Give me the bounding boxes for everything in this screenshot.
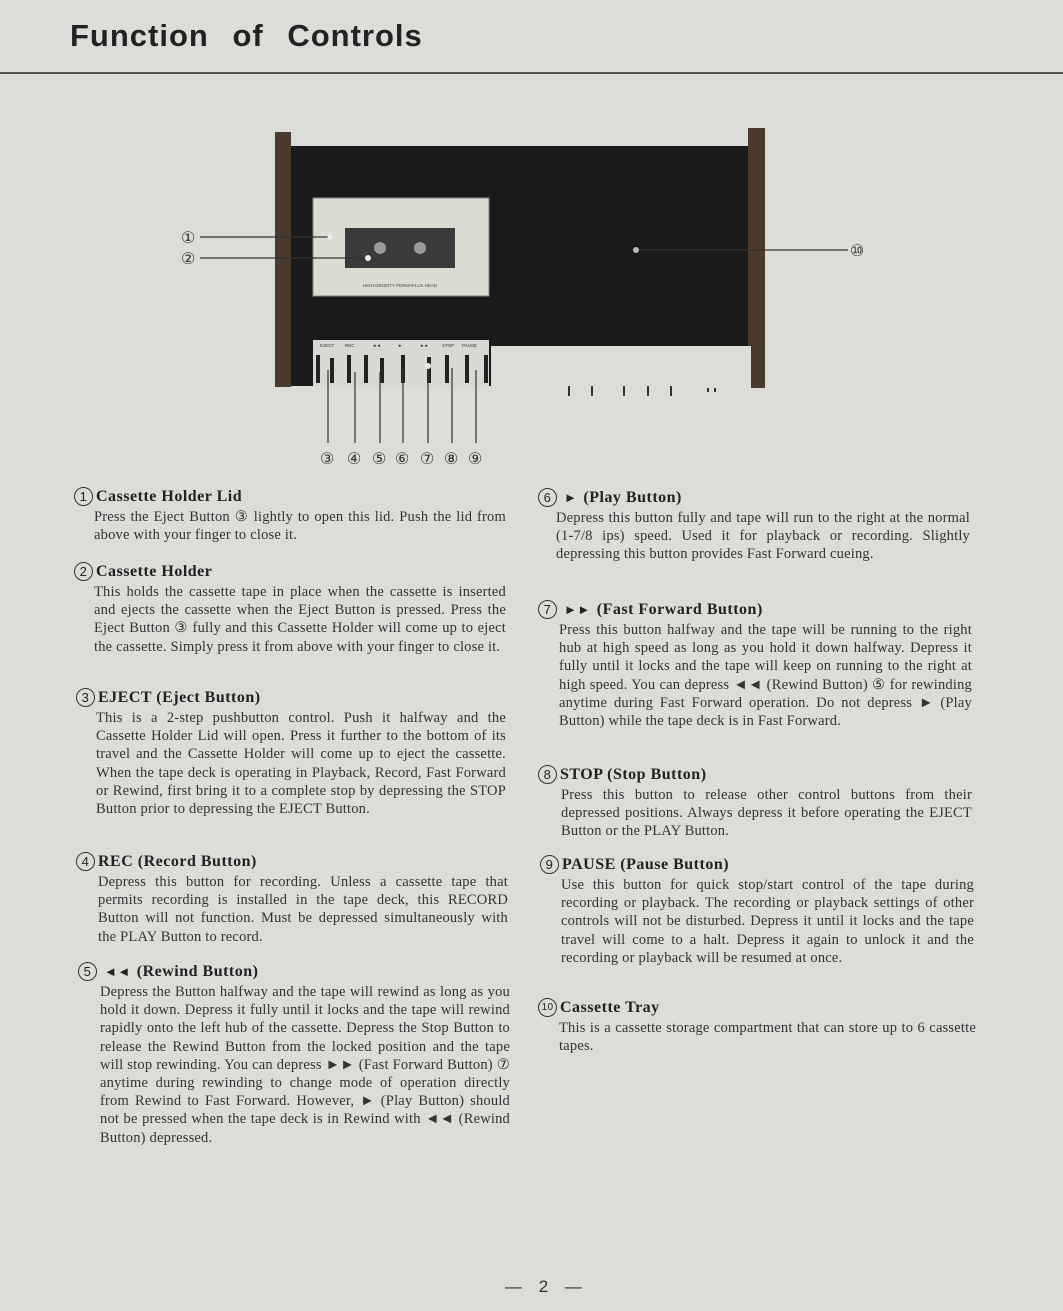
rec-button: [330, 358, 334, 383]
item-body: This holds the cassette tape in place when the cassette is inserted and ejects the cassette when the Eject Button is pressed. Press the Eject Button ③ fully and this Cassette Holder will come up to eject the cassette. Simply press it from above with your finger to close it.: [94, 584, 506, 655]
item-number: 1: [74, 487, 93, 506]
item-number: 10: [538, 998, 557, 1017]
callout-7: ⑦: [420, 451, 435, 468]
rewind-button: [347, 355, 351, 383]
item-body: Depress the Button halfway and the tape will rewind as long as you hold it down. Depress it fully until it locks and the tape will rewind rapidly onto the left hub of the cassette. Depress the Stop Button to release the Rewind Button from the locked position and the tape will stop rewinding. You can depress ►► (Fast Forward Button) ⑦ anytime during rewinding to change mode of operation directly from Rewind to Fast Forward. However, ► (Play Button) should not be pressed when the tape deck is in Rewind with ◄◄ (Rewind Button) depressed.: [100, 984, 510, 1146]
item-number: 9: [540, 855, 559, 874]
callout-6: ⑥: [395, 451, 410, 468]
control-item-7: [538, 600, 972, 730]
item-title: REC (Record Button): [98, 852, 257, 870]
button-label-rewind: ◄◄: [372, 343, 381, 348]
rewind-icon: ◄◄: [104, 963, 131, 979]
callout-1: ①: [181, 230, 196, 247]
item-body: Depress this button fully and tape will run to the right at the normal (1-7/8 ips) speed. Used it for playback or recording. Slightly depressing this button provides Fast Forward cueing.: [556, 510, 970, 563]
control-item-3: [76, 688, 506, 818]
item-number: 5: [78, 962, 97, 981]
control-item-6: [538, 488, 970, 564]
item-number: 6: [538, 488, 557, 507]
item-title: PAUSE (Pause Button): [562, 855, 730, 873]
item-body: This is a cassette storage compartment that can store up to 6 cassette tapes.: [559, 1020, 976, 1055]
callout-10: ⑩: [850, 243, 865, 260]
item-body: This is a 2-step pushbutton control. Push it halfway and the Cassette Holder Lid will open. Press it further to the bottom of its travel and the Cassette Holder will come up to eject the cassette. When the tape deck is operating in Playback, Record, Fast Forward or Rewind, first bring it to a complete stop by depressing the STOP Button prior to depressing the EJECT Button.: [96, 710, 506, 818]
item-body: Use this button for quick stop/start control of the tape during recording or playback. The recording or playback settings of other controls will not be disturbed. Depress it until it locks and the tape travel will come to a halt. Depress it again to unlock it and the recording or playback will be resumed at once.: [561, 877, 974, 966]
item-body: Press the Eject Button ③ lightly to open this lid. Push the lid from above with your finger to close it.: [94, 509, 506, 544]
page-title: Function of Controls: [70, 18, 423, 53]
item-title: Cassette Holder Lid: [96, 487, 243, 505]
eject-button: [316, 355, 320, 383]
callout-8: ⑧: [444, 451, 459, 468]
item-title: EJECT (Eject Button): [98, 688, 261, 706]
control-item-2: [74, 562, 506, 656]
button-label-ff: ►►: [420, 343, 429, 348]
item-body: Press this button to release other control buttons from their depressed positions. Always depress it before operating the EJECT Button or the PLAY Button.: [561, 787, 972, 840]
item-title: (Fast Forward Button): [596, 600, 763, 618]
item-number: 7: [538, 600, 557, 619]
callout-2: ②: [181, 251, 196, 268]
callout-3: ③: [320, 451, 335, 468]
head-label: HIGH DENSITY PERMAFLUX HEAD: [362, 283, 438, 288]
callout-5: ⑤: [372, 451, 387, 468]
control-item-5: [78, 962, 510, 1147]
play-button: [364, 355, 368, 383]
item-title: Cassette Tray: [560, 998, 660, 1016]
button-label-rec: REC: [345, 343, 355, 348]
button-label-eject: EJECT: [320, 343, 335, 348]
item-title: STOP (Stop Button): [560, 765, 707, 783]
callout-4: ④: [347, 451, 362, 468]
button-label-pause: PAUSE: [462, 343, 477, 348]
item-title: Cassette Holder: [96, 562, 213, 580]
button-label-play: ►: [398, 343, 403, 348]
item-body: Press this button halfway and the tape will be running to the right hub at high speed as long as you hold it down halfway. Depress it fully until it locks and the tape will keep on running to the right at high speed. You can depress ◄◄ (Rewind Button) ⑤ for rewinding anytime during Fast Forward operation. Do not depress ► (Play Button) while the tape deck is in Fast Forward.: [559, 622, 972, 730]
item-number: 4: [76, 852, 95, 871]
fast-forward-icon: ►►: [564, 601, 591, 617]
control-item-9: [540, 855, 974, 967]
control-item-10: [538, 998, 976, 1055]
item-number: 8: [538, 765, 557, 784]
tape-deck-diagram: [0, 0, 1063, 480]
page-number: — 2 —: [505, 1277, 588, 1296]
item-number: 3: [76, 688, 95, 707]
item-body: Depress this button for recording. Unless a cassette tape that permits recording is installed in the tape deck, this RECORD Button will not function. Must be depressed simultaneously with the PLAY Button to record.: [98, 874, 508, 945]
item-number: 2: [74, 562, 93, 581]
left-side-panel: [275, 132, 291, 387]
button-label-stop: STOP: [442, 343, 455, 348]
control-item-8: [538, 765, 972, 841]
control-item-1: [74, 487, 506, 544]
item-title: (Rewind Button): [136, 962, 259, 980]
play-icon: ►: [564, 489, 578, 505]
tray-base: [491, 346, 751, 388]
callout-9: ⑨: [468, 451, 483, 468]
item-title: (Play Button): [583, 488, 682, 506]
cassette-window: [345, 228, 455, 268]
control-item-4: [76, 852, 508, 946]
